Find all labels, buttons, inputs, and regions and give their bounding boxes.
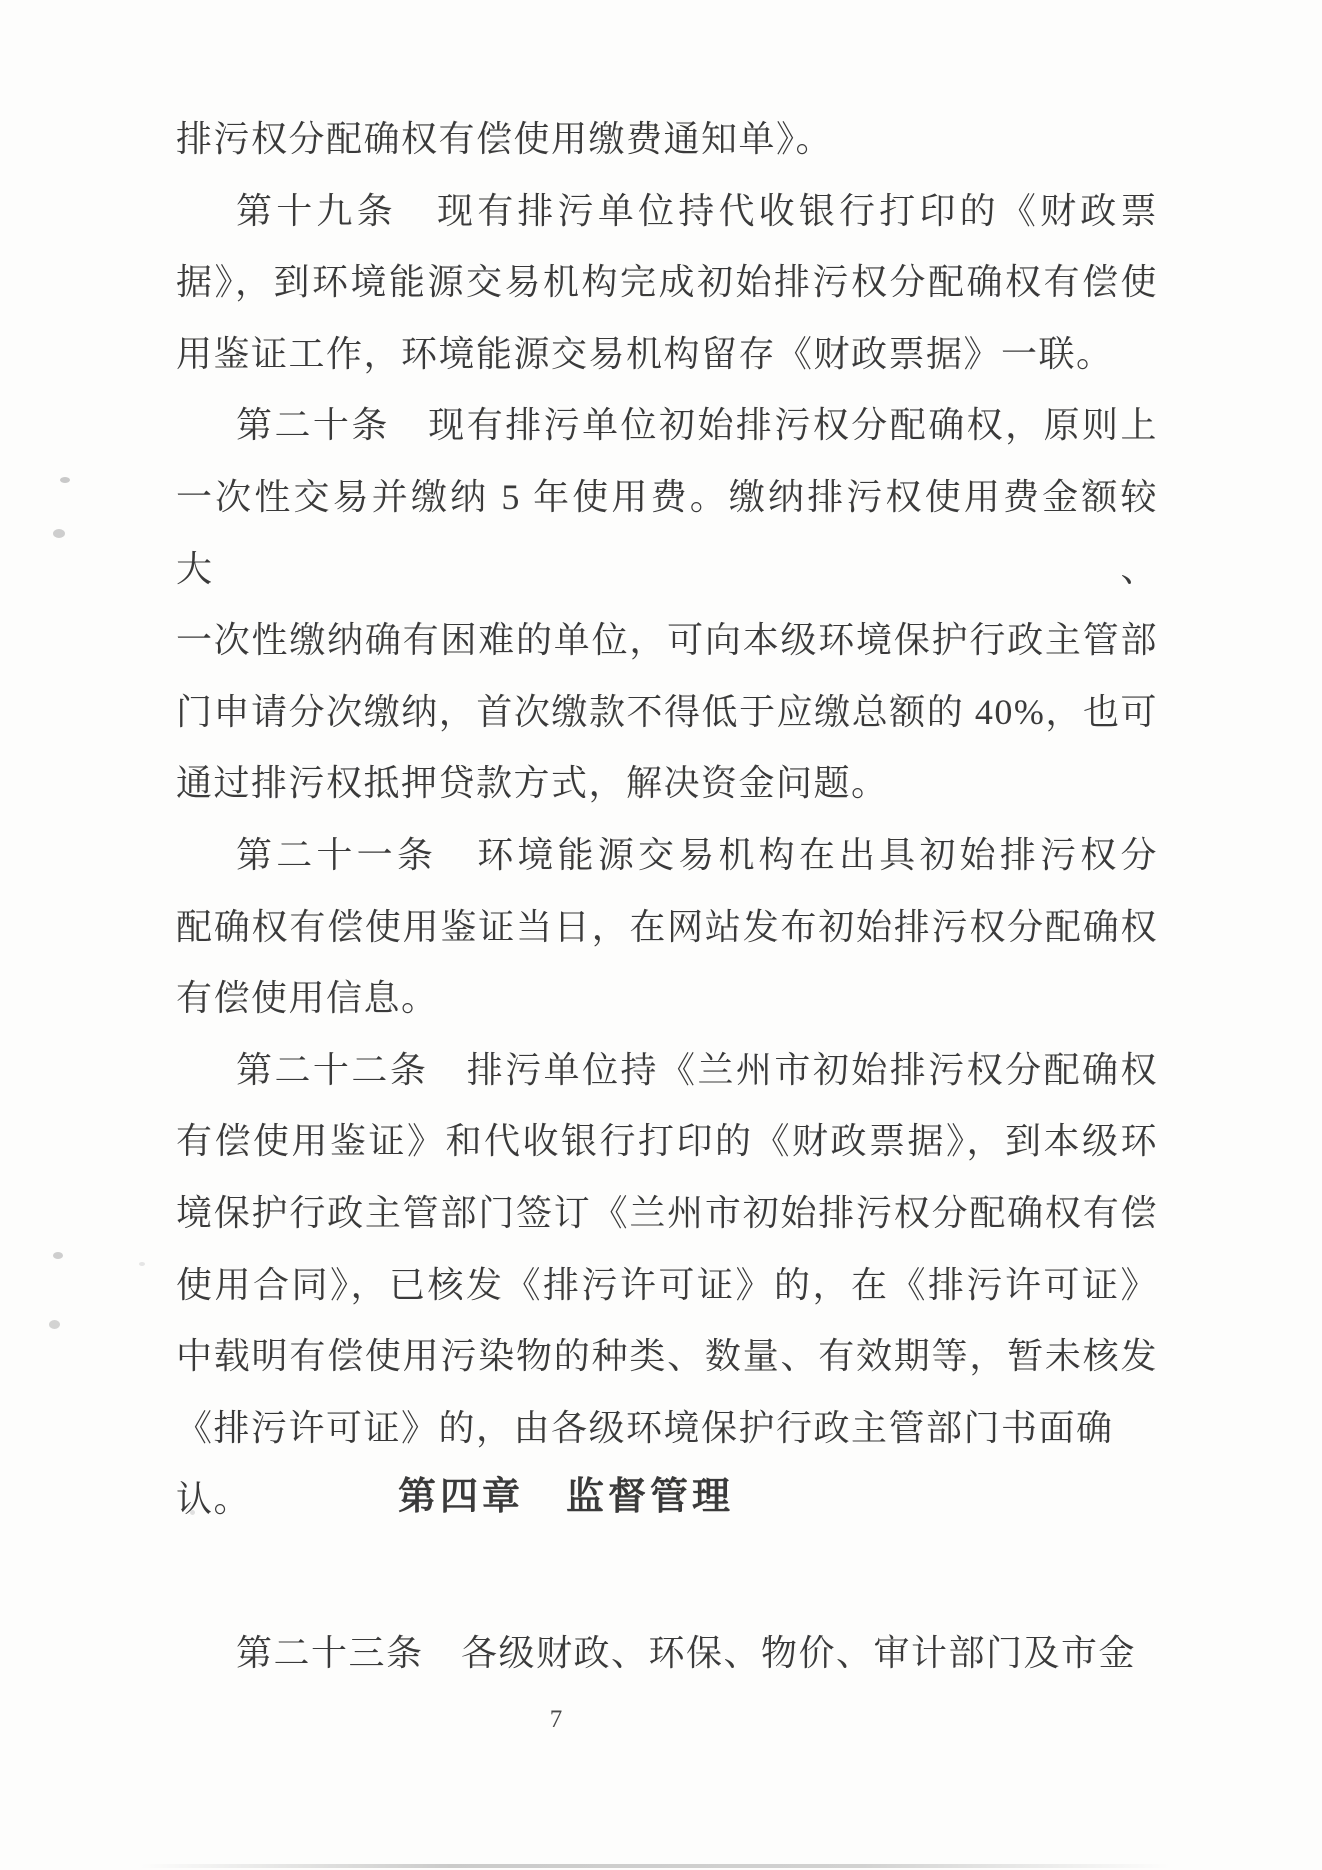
scan-speck — [53, 529, 65, 538]
scan-edge-artifact — [140, 1864, 1170, 1868]
text-line: 门申请分次缴纳，首次缴款不得低于应缴总额的 40%，也可 — [176, 691, 1158, 732]
text-line: 使用合同》，已核发《排污许可证》的，在《排污许可证》 — [176, 1264, 1158, 1305]
text-line: 中载明有偿使用污染物的种类、数量、有效期等，暂未核发 — [176, 1336, 1158, 1377]
text-line: 第二十三条 各级财政、环保、物价、审计部门及市金 — [236, 1633, 1137, 1673]
text-line: 用鉴证工作，环境能源交易机构留存《财政票据》一联。 — [176, 333, 1114, 374]
text-line: 第二十条 现有排污单位初始排污权分配确权，原则上 — [236, 405, 1158, 446]
text-line: 有偿使用信息。 — [176, 978, 439, 1019]
text-line: 一次性交易并缴纳 5 年使用费。缴纳排污权使用费金额较大、 — [176, 476, 1158, 589]
text-line: 据》，到环境能源交易机构完成初始排污权分配确权有偿使 — [176, 262, 1158, 303]
chapter-heading: 第四章 监督管理 — [397, 1476, 734, 1518]
text-line: 排污权分配确权有偿使用缴费通知单》。 — [176, 119, 834, 159]
scan-speck — [60, 477, 70, 483]
text-line: 一次性缴纳确有困难的单位，可向本级环境保护行政主管部 — [176, 620, 1158, 661]
text-line: 第十九条 现有排污单位持代收银行打印的《财政票 — [236, 190, 1158, 231]
document-body-continued — [176, 1618, 1158, 1690]
page-number: 7 — [549, 1706, 563, 1733]
text-line: 境保护行政主管部门签订《兰州市初始排污权分配确权有偿 — [176, 1192, 1158, 1233]
scan-speck — [139, 1262, 145, 1266]
text-line: 有偿使用鉴证》和代收银行打印的《财政票据》，到本级环 — [176, 1121, 1158, 1162]
scan-speck — [49, 1320, 60, 1329]
text-line: 第二十一条 环境能源交易机构在出具初始排污权分 — [236, 834, 1158, 875]
text-line: 通过排污权抵押贷款方式，解决资金问题。 — [176, 763, 889, 804]
document-body — [176, 104, 1158, 1536]
text-line: 第二十二条 排污单位持《兰州市初始排污权分配确权 — [236, 1049, 1158, 1090]
text-line: 《排污许可证》的，由各级环境保护行政主管部门书面确认。 — [176, 1407, 1114, 1520]
scan-speck — [190, 1510, 195, 1515]
scan-speck — [53, 1252, 63, 1259]
text-line: 配确权有偿使用鉴证当日，在网站发布初始排污权分配确权 — [176, 906, 1158, 947]
